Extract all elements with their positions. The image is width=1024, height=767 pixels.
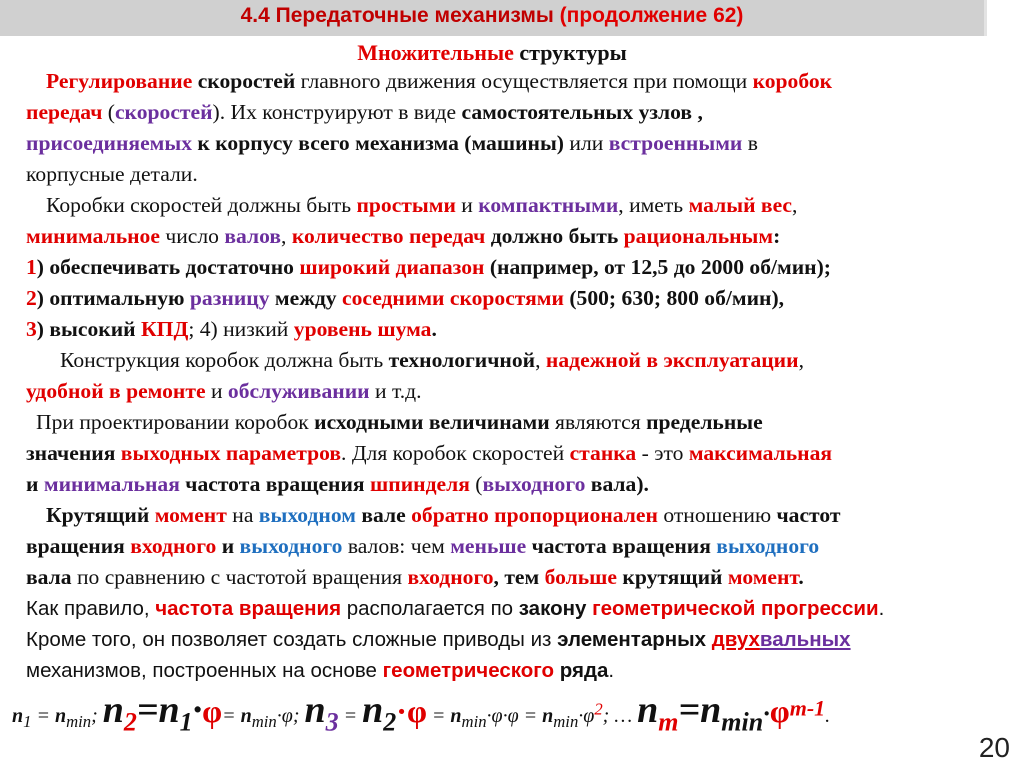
paragraph-4-line-1: При проектировании коробок исходными величинами являются предельные [36, 410, 763, 434]
formula-line: $n_1 = n_{min}$; $n_2=n_1\cdot\varphi= n_{min}\cdot\varphi$; $n_3 = n_2\cdot\varphi = n_{min}\cdot\varphi\cdot\varphi = n_{min}\cdot\varphi^2$; … $n_m=n_{min}\cdot\varphi^{m-1}$. [12, 689, 831, 737]
paragraph-1-line-1: Регулирование скоростей главного движения осуществляется при помощи коробок [46, 69, 833, 93]
section-subtitle [0, 40, 984, 66]
paragraph-4-line-2: значения выходных параметров. Для коробок скоростей станка - это максимальная [26, 441, 833, 465]
paragraph-1-line-3: присоединяемых к корпусу всего механизма (машины) или встроенными в [26, 131, 758, 155]
paragraph-6-line-3: механизмов, построенных на основе геометрического ряда. [26, 659, 615, 682]
title-continuation: (продолжение 62) [559, 4, 744, 27]
page-number: 20 [978, 732, 1010, 763]
paragraph-5-line-2: вращения входного и выходного валов: чем меньше частота вращения выходного [26, 534, 820, 558]
subtitle-highlight: Множительные [357, 40, 514, 65]
list-item-3: 3) высокий КПД; 4) низкий уровень шума. [26, 317, 437, 341]
subtitle-rest: структуры [513, 40, 627, 65]
paragraph-3-line-1: Конструкция коробок должна быть технологичной, надежной в эксплуатации, [60, 348, 804, 372]
list-item-1: 1) обеспечивать достаточно широкий диапазон (например, от 12,5 до 2000 об/мин); [26, 255, 831, 279]
slide-title [0, 4, 984, 28]
paragraph-1-line-4: корпусные детали. [26, 162, 198, 186]
slide-body [26, 66, 998, 686]
paragraph-6-line-2: Кроме того, он позволяет создать сложные приводы из элементарных двухвальных [26, 628, 851, 651]
paragraph-5-line-3: вала по сравнению с частотой вращения входного, тем больше крутящий момент. [26, 565, 804, 589]
paragraph-4-line-3: и минимальная частота вращения шпинделя (выходного вала). [26, 472, 649, 496]
title-text: 4.4 Передаточные механизмы [240, 4, 560, 27]
list-item-2: 2) оптимальную разницу между соседними скоростями (500; 630; 800 об/мин), [26, 286, 785, 310]
paragraph-3-line-2: удобной в ремонте и обслуживании и т.д. [26, 379, 422, 403]
paragraph-5-line-1: Крутящий момент на выходном вале обратно пропорционален отношению частот [46, 503, 841, 527]
paragraph-2-line-2: минимальное число валов, количество передач должно быть рациональным: [26, 224, 781, 248]
paragraph-2-line-1: Коробки скоростей должны быть простыми и компактными, иметь малый вес, [46, 193, 798, 217]
paragraph-6-line-1: Как правило, частота вращения располагается по закону геометрической прогрессии. [26, 597, 885, 620]
paragraph-1-line-2: передач (скоростей). Их конструируют в виде самостоятельных узлов , [26, 100, 703, 124]
